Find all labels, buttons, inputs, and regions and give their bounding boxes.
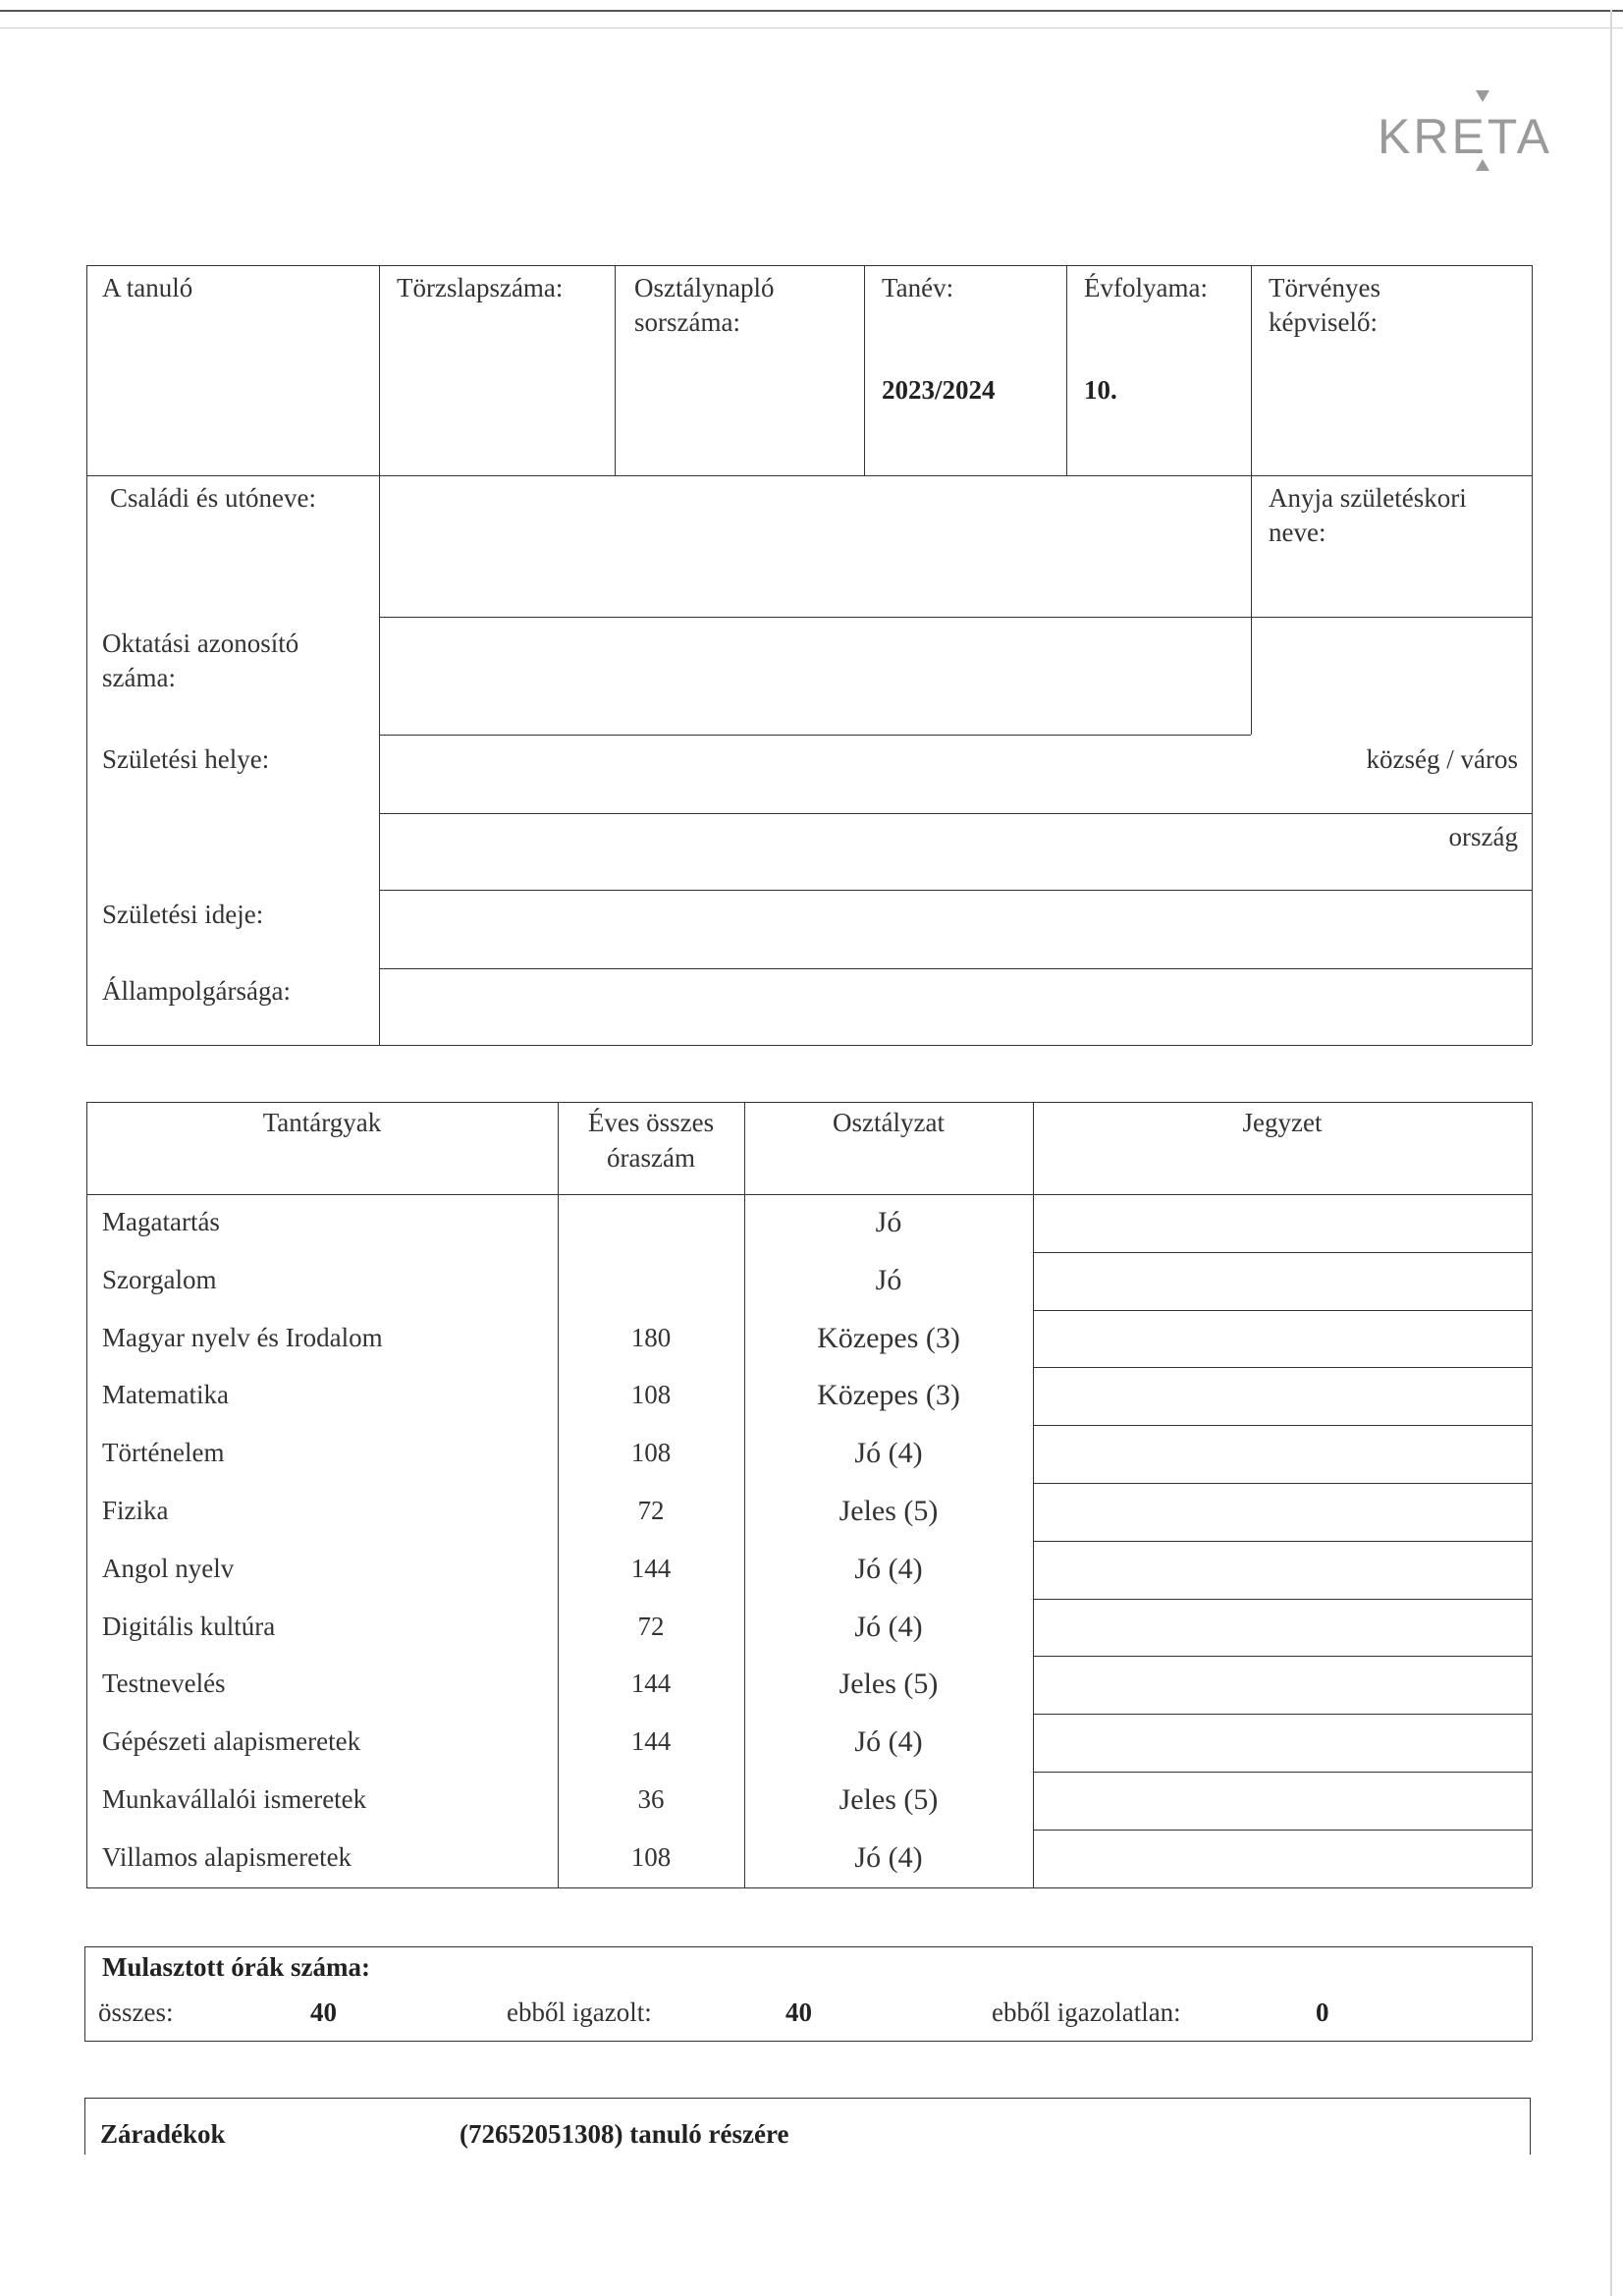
- grade-cell: Jeles (5): [839, 1495, 939, 1527]
- table-line: [379, 813, 1532, 814]
- table-line: [379, 735, 1251, 736]
- table-line: [1532, 265, 1533, 1045]
- birthplace-label: Születési helye:: [102, 744, 270, 774]
- table-line: [1033, 1102, 1034, 1887]
- full-name-label: Családi és utóneve:: [110, 483, 316, 513]
- hours-cell: 108: [630, 1380, 672, 1409]
- absence-total-value: 40: [310, 1997, 337, 2027]
- registry-number-label: Törzslapszáma:: [397, 273, 564, 302]
- table-line: [86, 1102, 87, 1887]
- note-row-line: [1033, 1252, 1532, 1253]
- note-row-line: [1033, 1772, 1532, 1773]
- note-row-line: [1033, 1656, 1532, 1657]
- grade-cell: Jó (4): [854, 1725, 923, 1758]
- table-line: [86, 475, 1532, 476]
- scan-right-border: [1610, 10, 1612, 2296]
- note-row-line: [1033, 1541, 1532, 1542]
- scan-top-border-faint: [0, 27, 1623, 28]
- grade-cell: Jó (4): [854, 1841, 923, 1874]
- subject-cell: Digitális kultúra: [102, 1612, 276, 1641]
- absence-total-label: összes:: [98, 1997, 174, 2027]
- note-row-line: [1033, 1483, 1532, 1484]
- hours-cell: 108: [630, 1438, 672, 1467]
- subject-cell: Angol nyelv: [102, 1554, 235, 1583]
- clauses-title: Záradékok: [100, 2119, 226, 2149]
- grade-cell: Közepes (3): [817, 1379, 960, 1411]
- hours-cell: 144: [630, 1554, 672, 1583]
- hours-cell: 72: [637, 1496, 665, 1525]
- subjects-header: Tantárgyak: [262, 1108, 382, 1137]
- citizenship-label: Állampolgársága:: [102, 976, 291, 1006]
- logo-text: KRETA: [1378, 109, 1552, 164]
- hours-cell: 180: [630, 1323, 672, 1352]
- subject-cell: Szorgalom: [102, 1265, 217, 1294]
- table-line: [379, 968, 1532, 969]
- box-line: [84, 2098, 1530, 2099]
- box-line: [1532, 1946, 1533, 2041]
- grade-cell: Jó (4): [854, 1611, 923, 1643]
- hours-cell: 108: [630, 1842, 672, 1872]
- diary-number-label-line2: sorszáma:: [634, 307, 740, 337]
- grade-cell: Jó (4): [854, 1553, 923, 1585]
- hours-cell: 144: [630, 1726, 672, 1756]
- box-line: [84, 2041, 1532, 2042]
- absence-excused-label: ebből igazolt:: [507, 1997, 652, 2027]
- subject-cell: Villamos alapismeretek: [102, 1842, 352, 1872]
- hours-cell: 72: [637, 1612, 665, 1641]
- subject-cell: Munkavállalói ismeretek: [102, 1784, 367, 1814]
- note-row-line: [1033, 1599, 1532, 1600]
- box-line: [84, 1946, 1532, 1947]
- guardian-label-line2: képviselő:: [1269, 307, 1378, 337]
- kreta-logo: [1370, 90, 1566, 179]
- table-line: [86, 1887, 1532, 1888]
- subject-cell: Gépészeti alapismeretek: [102, 1726, 361, 1756]
- table-line: [1251, 265, 1252, 735]
- table-line: [864, 265, 865, 475]
- note-row-line: [1033, 1714, 1532, 1715]
- absence-title: Mulasztott órák száma:: [102, 1952, 370, 1982]
- table-line: [86, 265, 1532, 266]
- box-line: [1530, 2098, 1531, 2155]
- note-row-line: [1033, 1425, 1532, 1426]
- subject-cell: Testnevelés: [102, 1668, 226, 1698]
- grade-level-value: 10.: [1084, 375, 1117, 405]
- absence-unexcused-label: ebből igazolatlan:: [992, 1997, 1181, 2027]
- box-line: [84, 1946, 85, 2041]
- note-header: Jegyzet: [1242, 1108, 1323, 1137]
- grade-header: Osztályzat: [833, 1108, 945, 1137]
- subject-cell: Matematika: [102, 1380, 229, 1409]
- mother-name-label-line2: neve:: [1269, 518, 1326, 547]
- country-label: ország: [1448, 822, 1518, 851]
- table-line: [379, 890, 1532, 891]
- table-line: [1066, 265, 1067, 475]
- town-label: község / város: [1366, 744, 1518, 774]
- subject-cell: Történelem: [102, 1438, 225, 1467]
- hours-cell: 36: [637, 1784, 665, 1814]
- mother-name-label-line1: Anyja születéskori: [1269, 483, 1467, 513]
- box-line: [84, 2098, 85, 2155]
- grade-cell: Jó: [875, 1264, 902, 1296]
- table-line: [86, 265, 87, 1045]
- hours-header-line1: Éves összes: [587, 1108, 715, 1137]
- diary-number-label-line1: Osztálynapló: [634, 273, 775, 302]
- subject-cell: Magyar nyelv és Irodalom: [102, 1323, 383, 1352]
- absence-excused-value: 40: [785, 1997, 812, 2027]
- logo-triangle-up-icon: [1476, 159, 1489, 171]
- table-line: [615, 265, 616, 475]
- education-id-label-line2: száma:: [102, 663, 176, 692]
- grade-cell: Jó: [875, 1206, 902, 1238]
- grade-level-label: Évfolyama:: [1084, 273, 1208, 302]
- table-line: [86, 1194, 1532, 1195]
- note-row-line: [1033, 1367, 1532, 1368]
- guardian-label-line1: Törvényes: [1269, 273, 1380, 302]
- grade-cell: Közepes (3): [817, 1322, 960, 1354]
- hours-cell: 144: [630, 1668, 672, 1698]
- clauses-text: (72652051308) tanuló részére: [460, 2119, 789, 2149]
- hours-header-line2: óraszám: [607, 1143, 695, 1173]
- table-line: [1532, 1102, 1533, 1887]
- student-label: A tanuló: [102, 273, 193, 302]
- table-line: [379, 265, 380, 1045]
- grade-cell: Jeles (5): [839, 1783, 939, 1816]
- table-line: [379, 617, 1532, 618]
- note-row-line: [1033, 1310, 1532, 1311]
- table-line: [86, 1045, 1532, 1046]
- table-line: [86, 1102, 1532, 1103]
- birthdate-label: Születési ideje:: [102, 900, 264, 929]
- subject-cell: Fizika: [102, 1496, 169, 1525]
- note-row-line: [1033, 1830, 1532, 1831]
- school-year-value: 2023/2024: [882, 375, 996, 405]
- scan-top-border: [0, 10, 1623, 12]
- grade-cell: Jeles (5): [839, 1667, 939, 1700]
- education-id-label-line1: Oktatási azonosító: [102, 629, 299, 658]
- absence-unexcused-value: 0: [1316, 1997, 1329, 2027]
- grade-cell: Jó (4): [854, 1437, 923, 1469]
- subject-cell: Magatartás: [102, 1207, 220, 1236]
- logo-triangle-down-icon: [1476, 90, 1489, 102]
- school-year-label: Tanév:: [882, 273, 954, 302]
